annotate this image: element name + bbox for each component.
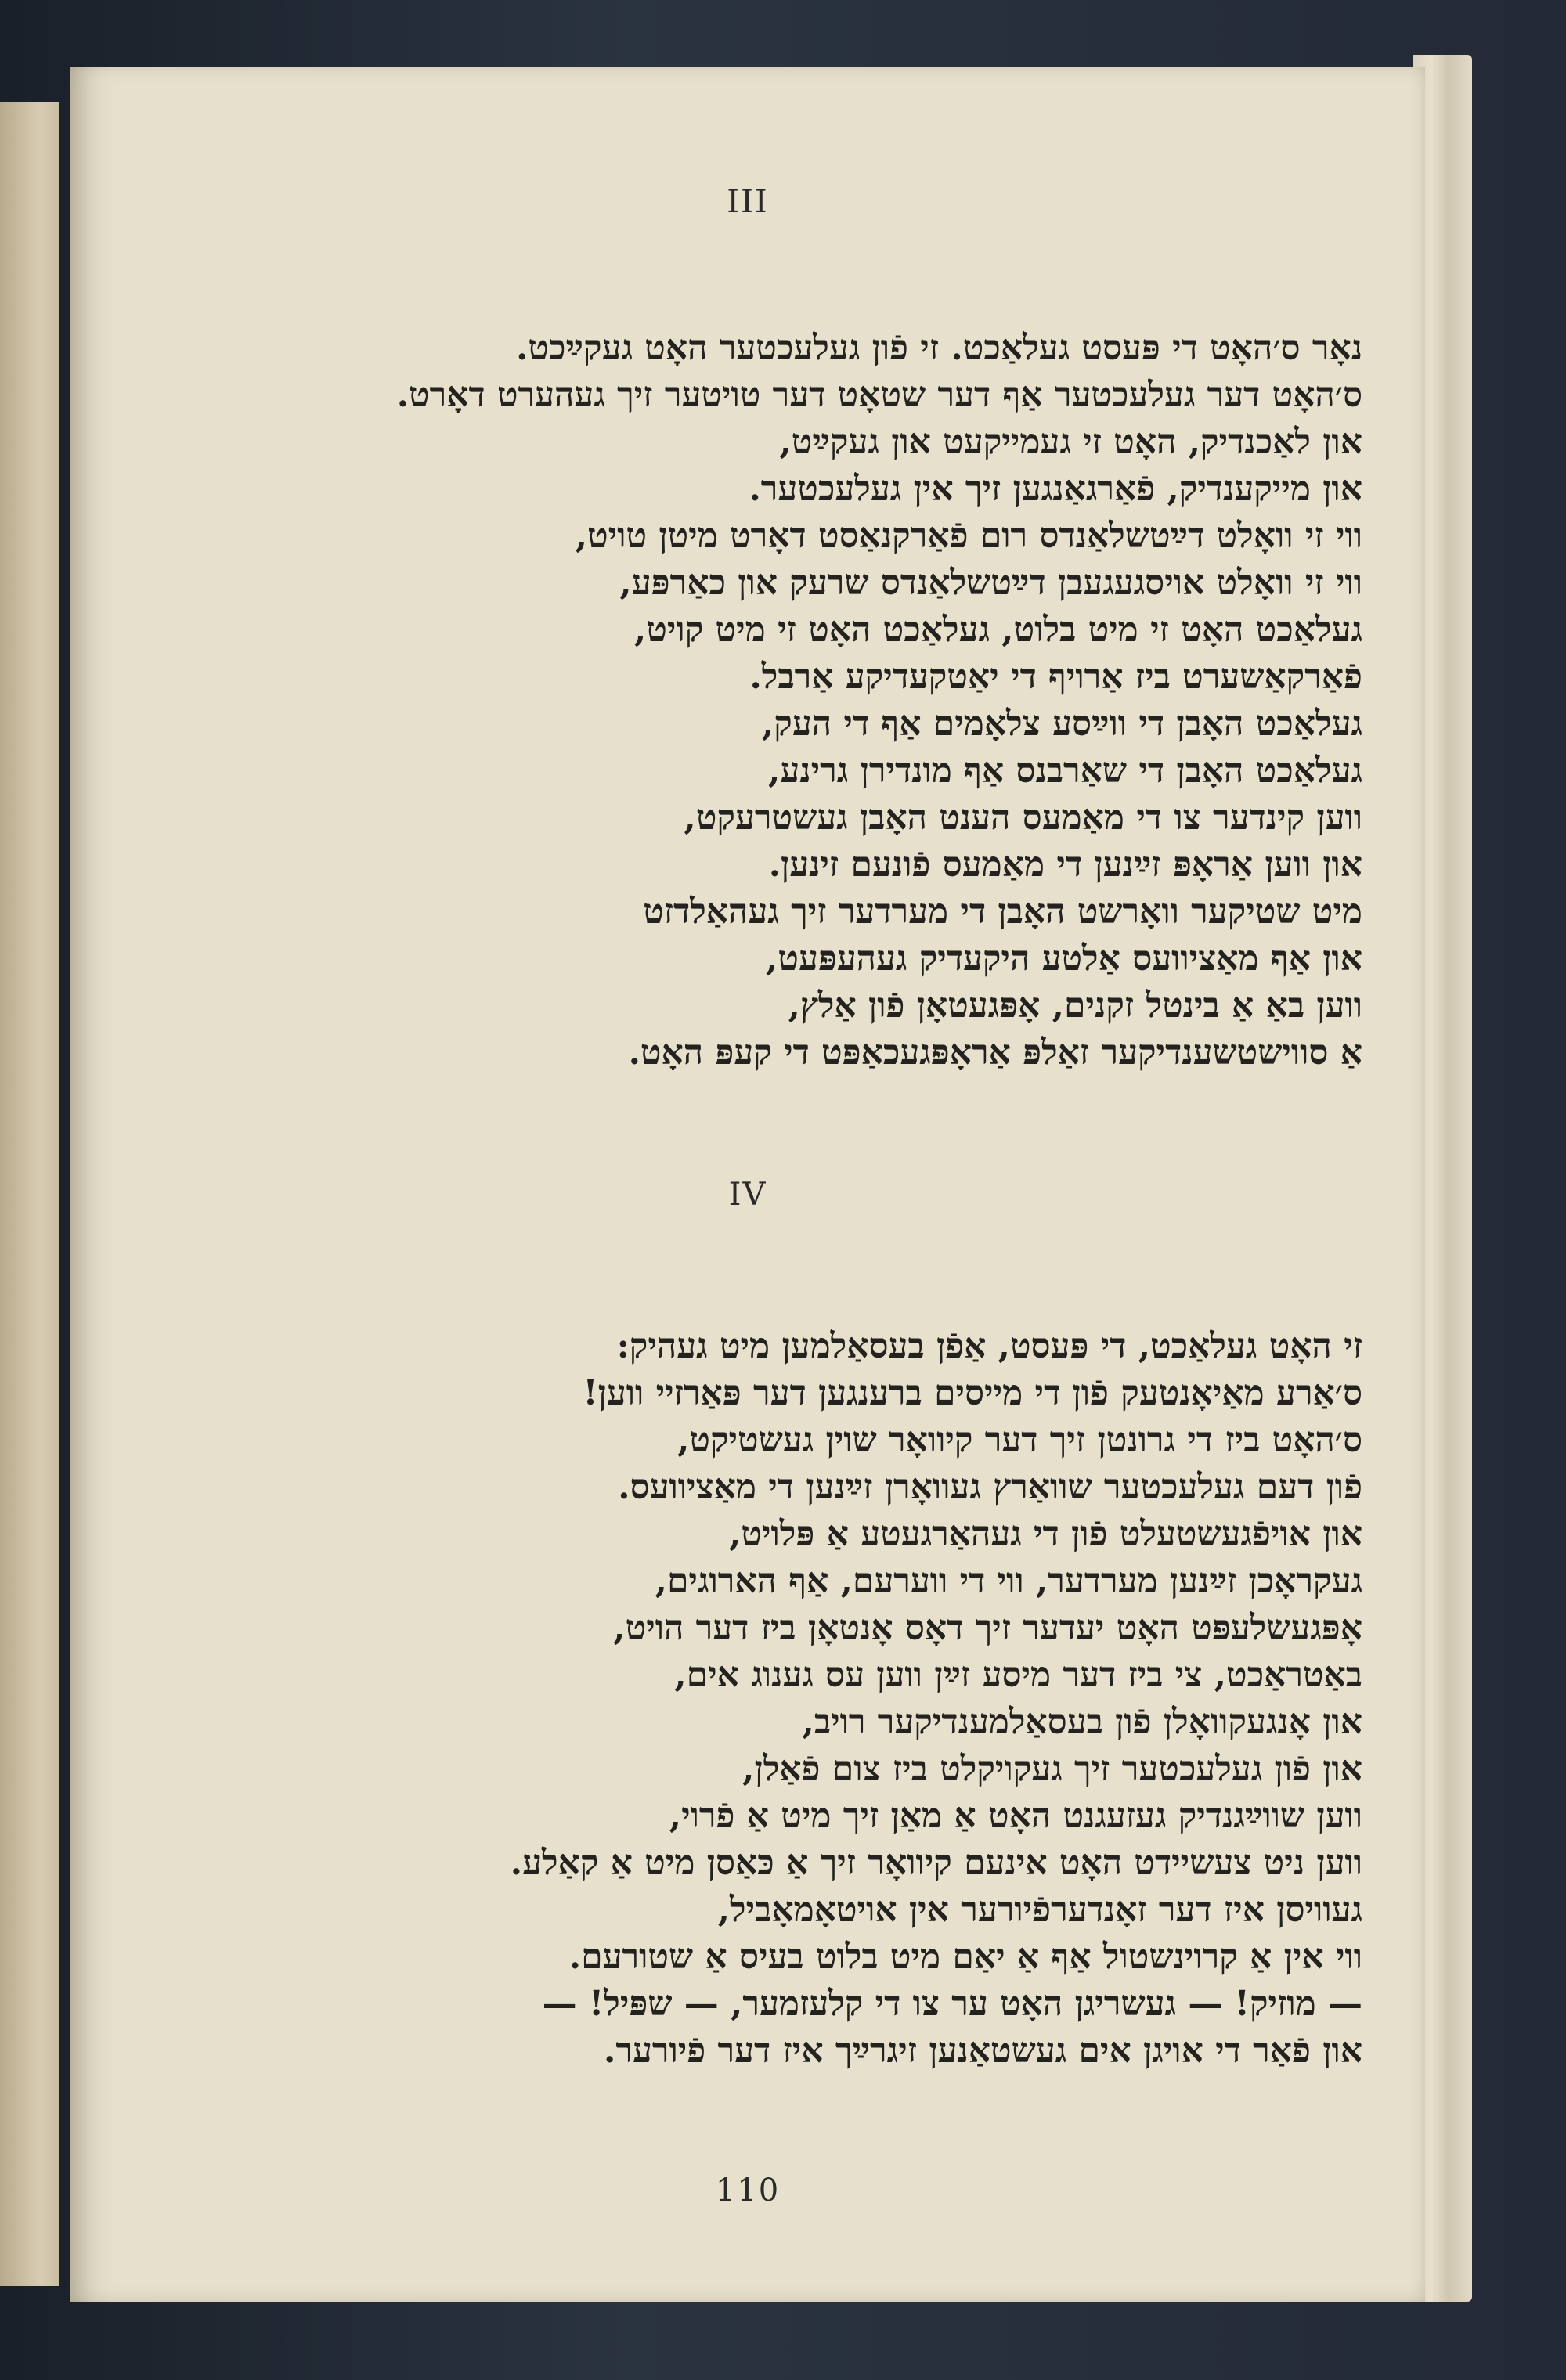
- poem-line: געלאַכט האָט זי מיט בלוט, געלאַכט האָט זי מיט קויט,: [634, 610, 1362, 650]
- book-page: [70, 67, 1425, 2302]
- poem-line: און פֿאַר די אויגן אים געשטאַנען זיגרײַך איז דער פֿיורער.: [604, 2031, 1362, 2071]
- section-number-iii: III: [727, 184, 769, 220]
- poem-line: ווי זי וואָלט אויסגעגעבן דײַטשלאַנדס שרעק און כאַרפּע,: [619, 563, 1362, 603]
- poem-line: געלאַכט האָבן די שאַרבנס אַף מונדירן גרינע,: [768, 751, 1362, 791]
- poem-line: און אַף מאַציוועס אַלטע היקעדיק געהעפּעט,: [766, 939, 1362, 979]
- poem-line: זי האָט געלאַכט, די פּעסט, אַפֿן בעסאַלמען מיט געהיק:: [616, 1326, 1362, 1366]
- poem-line: מיט שטיקער וואָרשט האָבן די מערדער זיך געהאַלדזט: [643, 892, 1362, 932]
- poem-line: אַ סווישטשענדיקער זאַלפּ אַראָפּגעכאַפּט די קעפּ האָט.: [628, 1033, 1362, 1073]
- stanza-two: [8, 1323, 1362, 2075]
- poem-line: ס׳האָט ביז די גרונטן זיך דער קיוואָר שוין געשטיקט,: [677, 1420, 1362, 1460]
- section-number-iv: IV: [728, 1177, 767, 1213]
- poem-line: און אָנגעקוואָלן פֿון בעסאַלמענדיקער רויב,: [802, 1702, 1362, 1742]
- page-number: 110: [715, 2173, 781, 2209]
- poem-line: ס׳אַרע מאַיאָנטעק פֿון די מייסים ברענגען דער פּאַרזיי ווען!: [583, 1373, 1362, 1413]
- poem-line: געלאַכט האָבן די ווײַסע צלאָמים אַף די העק,: [761, 704, 1362, 744]
- poem-line: פֿאַרקאַשערט ביז אַרויף די יאַטקעדיקע אַרבל.: [749, 657, 1362, 697]
- poem-line: און פֿון געלעכטער זיך געקויקלט ביז צום פֿאַלן,: [742, 1749, 1362, 1789]
- poem-line: ווי זי וואָלט דײַטשלאַנדס רום פֿאַרקנאַסט דאָרט מיטן טויט,: [575, 516, 1362, 556]
- poem-line: פֿון דעם געלעכטער שוואַרץ געוואָרן זײַנען די מאַציוועס.: [618, 1467, 1362, 1507]
- poem-line: — מוזיק! — געשריגן האָט ער צו די קלעזמער, — שפּיל! —: [542, 1984, 1362, 2024]
- poem-line: ווען קינדער צו די מאַמעס הענט האָבן געשטרעקט,: [684, 798, 1362, 838]
- poem-line: ווען באַ אַ בינטל זקנים, אָפּגעטאָן פֿון אַלץ,: [788, 986, 1362, 1026]
- poem-line: ווען ניט צעשיידט האָט אינעם קיוואָר זיך אַ כּאַסן מיט אַ קאַלע.: [510, 1843, 1362, 1883]
- poem-line: נאָר ס׳האָט די פּעסט געלאַכט. זי פֿון געלעכטער האָט געקײַכט.: [516, 328, 1362, 368]
- poem-line: און אויפֿגעשטעלט פֿון די געהאַרגעטע אַ פּלויט,: [729, 1514, 1362, 1554]
- poem-line: ס׳האָט דער געלעכטער אַף דער שטאָט דער טויטער זיך געהערט דאָרט.: [396, 375, 1362, 415]
- stanza-one: [8, 325, 1362, 1076]
- poem-line: ווען שווײַגנדיק געזעגנט האָט אַ מאַן זיך מיט אַ פֿרוי,: [669, 1796, 1362, 1836]
- poem-line: געקראָכן זײַנען מערדער, ווי די ווערעם, אַף הארוגים,: [655, 1561, 1362, 1601]
- poem-line: און מייקענדיק, פֿאַרגאַנגען זיך אין געלעכטער.: [749, 469, 1362, 509]
- poem-line: געוויסן איז דער זאָנדערפֿיורער אין אויטאָמאָביל,: [717, 1890, 1362, 1930]
- poem-line: אָפּגעשלעפּט האָט יעדער זיך דאָס אָנטאָן ביז דער הויט,: [613, 1608, 1362, 1648]
- poem-line: און לאַכנדיק, האָט זי געמייקעט און געקײַט,: [779, 422, 1362, 462]
- poem-line: און ווען אַראָפּ זײַנען די מאַמעס פֿונעם זינען.: [768, 845, 1362, 885]
- poem-line: ווי אין אַ קרוינשטול אַף אַ יאַם מיט בלוט בעיס אַ שטורעם.: [568, 1937, 1362, 1977]
- poem-line: באַטראַכט, צי ביז דער מיסע זײַן ווען עס גענוג אים,: [674, 1655, 1362, 1695]
